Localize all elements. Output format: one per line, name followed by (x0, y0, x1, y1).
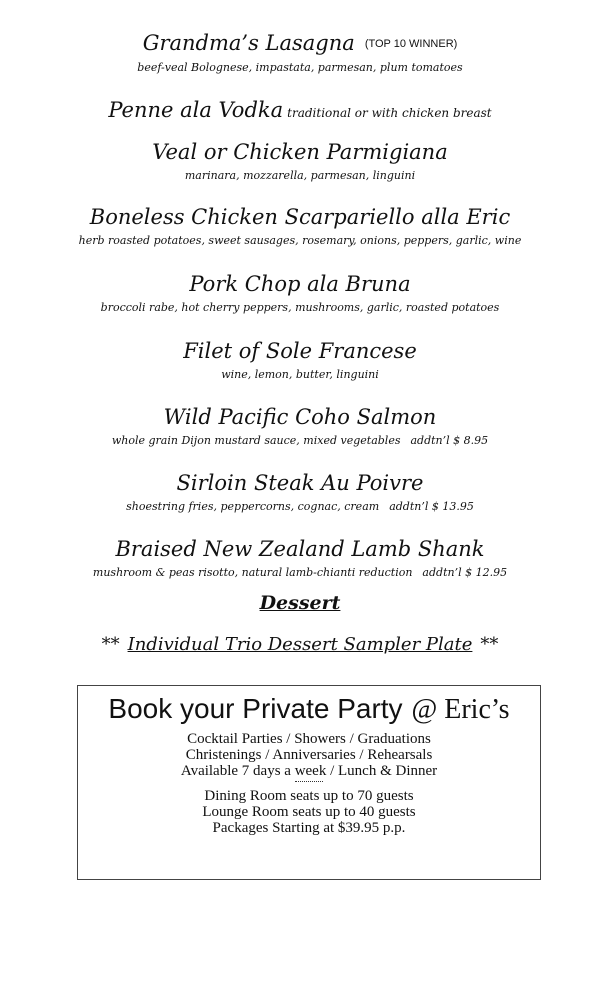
menu-item-name: Grandma’s Lasagna (TOP 10 WINNER) (142, 31, 458, 55)
menu-item-name: Veal or Chicken Parmigiana (152, 140, 448, 164)
dessert-item-name: Individual Trio Dessert Sampler Plate (127, 634, 473, 655)
stars-right: ** (480, 634, 499, 655)
menu-item-lasagna (0, 30, 600, 76)
menu-item-description: broccoli rabe, hot cherry peppers, mushrooms, garlic, roasted potatoes (100, 301, 500, 314)
menu-item-penne (0, 97, 600, 126)
menu-item-name: Filet of Sole Francese (183, 339, 417, 363)
menu-item-name: Pork Chop ala Bruna (189, 272, 411, 296)
dotted-separator (295, 781, 323, 782)
menu-item-description: shoestring fries, peppercorns, cognac, cream addtn’l $ 13.95 (126, 500, 474, 513)
menu-item-description: herb roasted potatoes, sweet sausages, rosemary, onions, peppers, garlic, wine (78, 234, 522, 247)
additional-price: addtn’l $ 13.95 (389, 500, 474, 513)
menu-item-description: marinara, mozzarella, parmesan, linguini (184, 169, 416, 182)
party-capacity (78, 788, 540, 836)
menu-item-description: beef-veal Bolognese, impastata, parmesan, plum tomatoes (137, 61, 463, 74)
menu-item-name: Sirloin Steak Au Poivre (176, 471, 424, 495)
party-line: Cocktail Parties / Showers / Graduations (187, 731, 431, 747)
stars-left: ** (101, 634, 120, 655)
party-line: Packages Starting at $39.95 p.p. (212, 820, 406, 836)
party-line: Lounge Room seats up to 40 guests (202, 804, 416, 820)
menu-item-name: Wild Pacific Coho Salmon (163, 405, 437, 429)
menu-item-description: wine, lemon, butter, linguini (221, 368, 379, 381)
additional-price: addtn’l $ 8.95 (410, 434, 489, 447)
menu-item-pork-chop (0, 271, 600, 316)
menu-item-scarpariello (0, 204, 600, 249)
menu-item-name: Penne ala Vodka traditional or with chicken breast (108, 98, 492, 122)
additional-price: addtn’l $ 12.95 (422, 566, 508, 579)
dessert-item (0, 632, 600, 658)
private-party-title: Book your Private Party @ Eric’s (108, 693, 510, 725)
party-line: Dining Room seats up to 70 guests (204, 788, 414, 804)
menu-item-sirloin (0, 470, 600, 515)
dessert-heading: Dessert (259, 592, 341, 614)
party-line: Available 7 days a week / Lunch & Dinner (180, 763, 438, 779)
private-party-box (77, 685, 541, 880)
party-line: Christenings / Anniversaries / Rehearsals (185, 747, 433, 763)
menu-item-salmon (0, 404, 600, 449)
award-tag: (TOP 10 WINNER) (364, 38, 458, 50)
menu-item-lamb-shank (0, 536, 600, 581)
menu-item-name: Boneless Chicken Scarpariello alla Eric (89, 205, 511, 229)
party-event-types (78, 731, 540, 779)
menu-item-description: whole grain Dijon mustard sauce, mixed vegetables addtn’l $ 8.95 (111, 434, 489, 447)
menu-item-sole (0, 338, 600, 383)
menu-item-name: Braised New Zealand Lamb Shank (115, 537, 485, 561)
menu-item-description: traditional or with chicken breast (287, 106, 492, 120)
menu-item-parmigiana (0, 139, 600, 184)
menu-item-description: mushroom & peas risotto, natural lamb-chianti reduction addtn’l $ 12.95 (92, 566, 508, 579)
